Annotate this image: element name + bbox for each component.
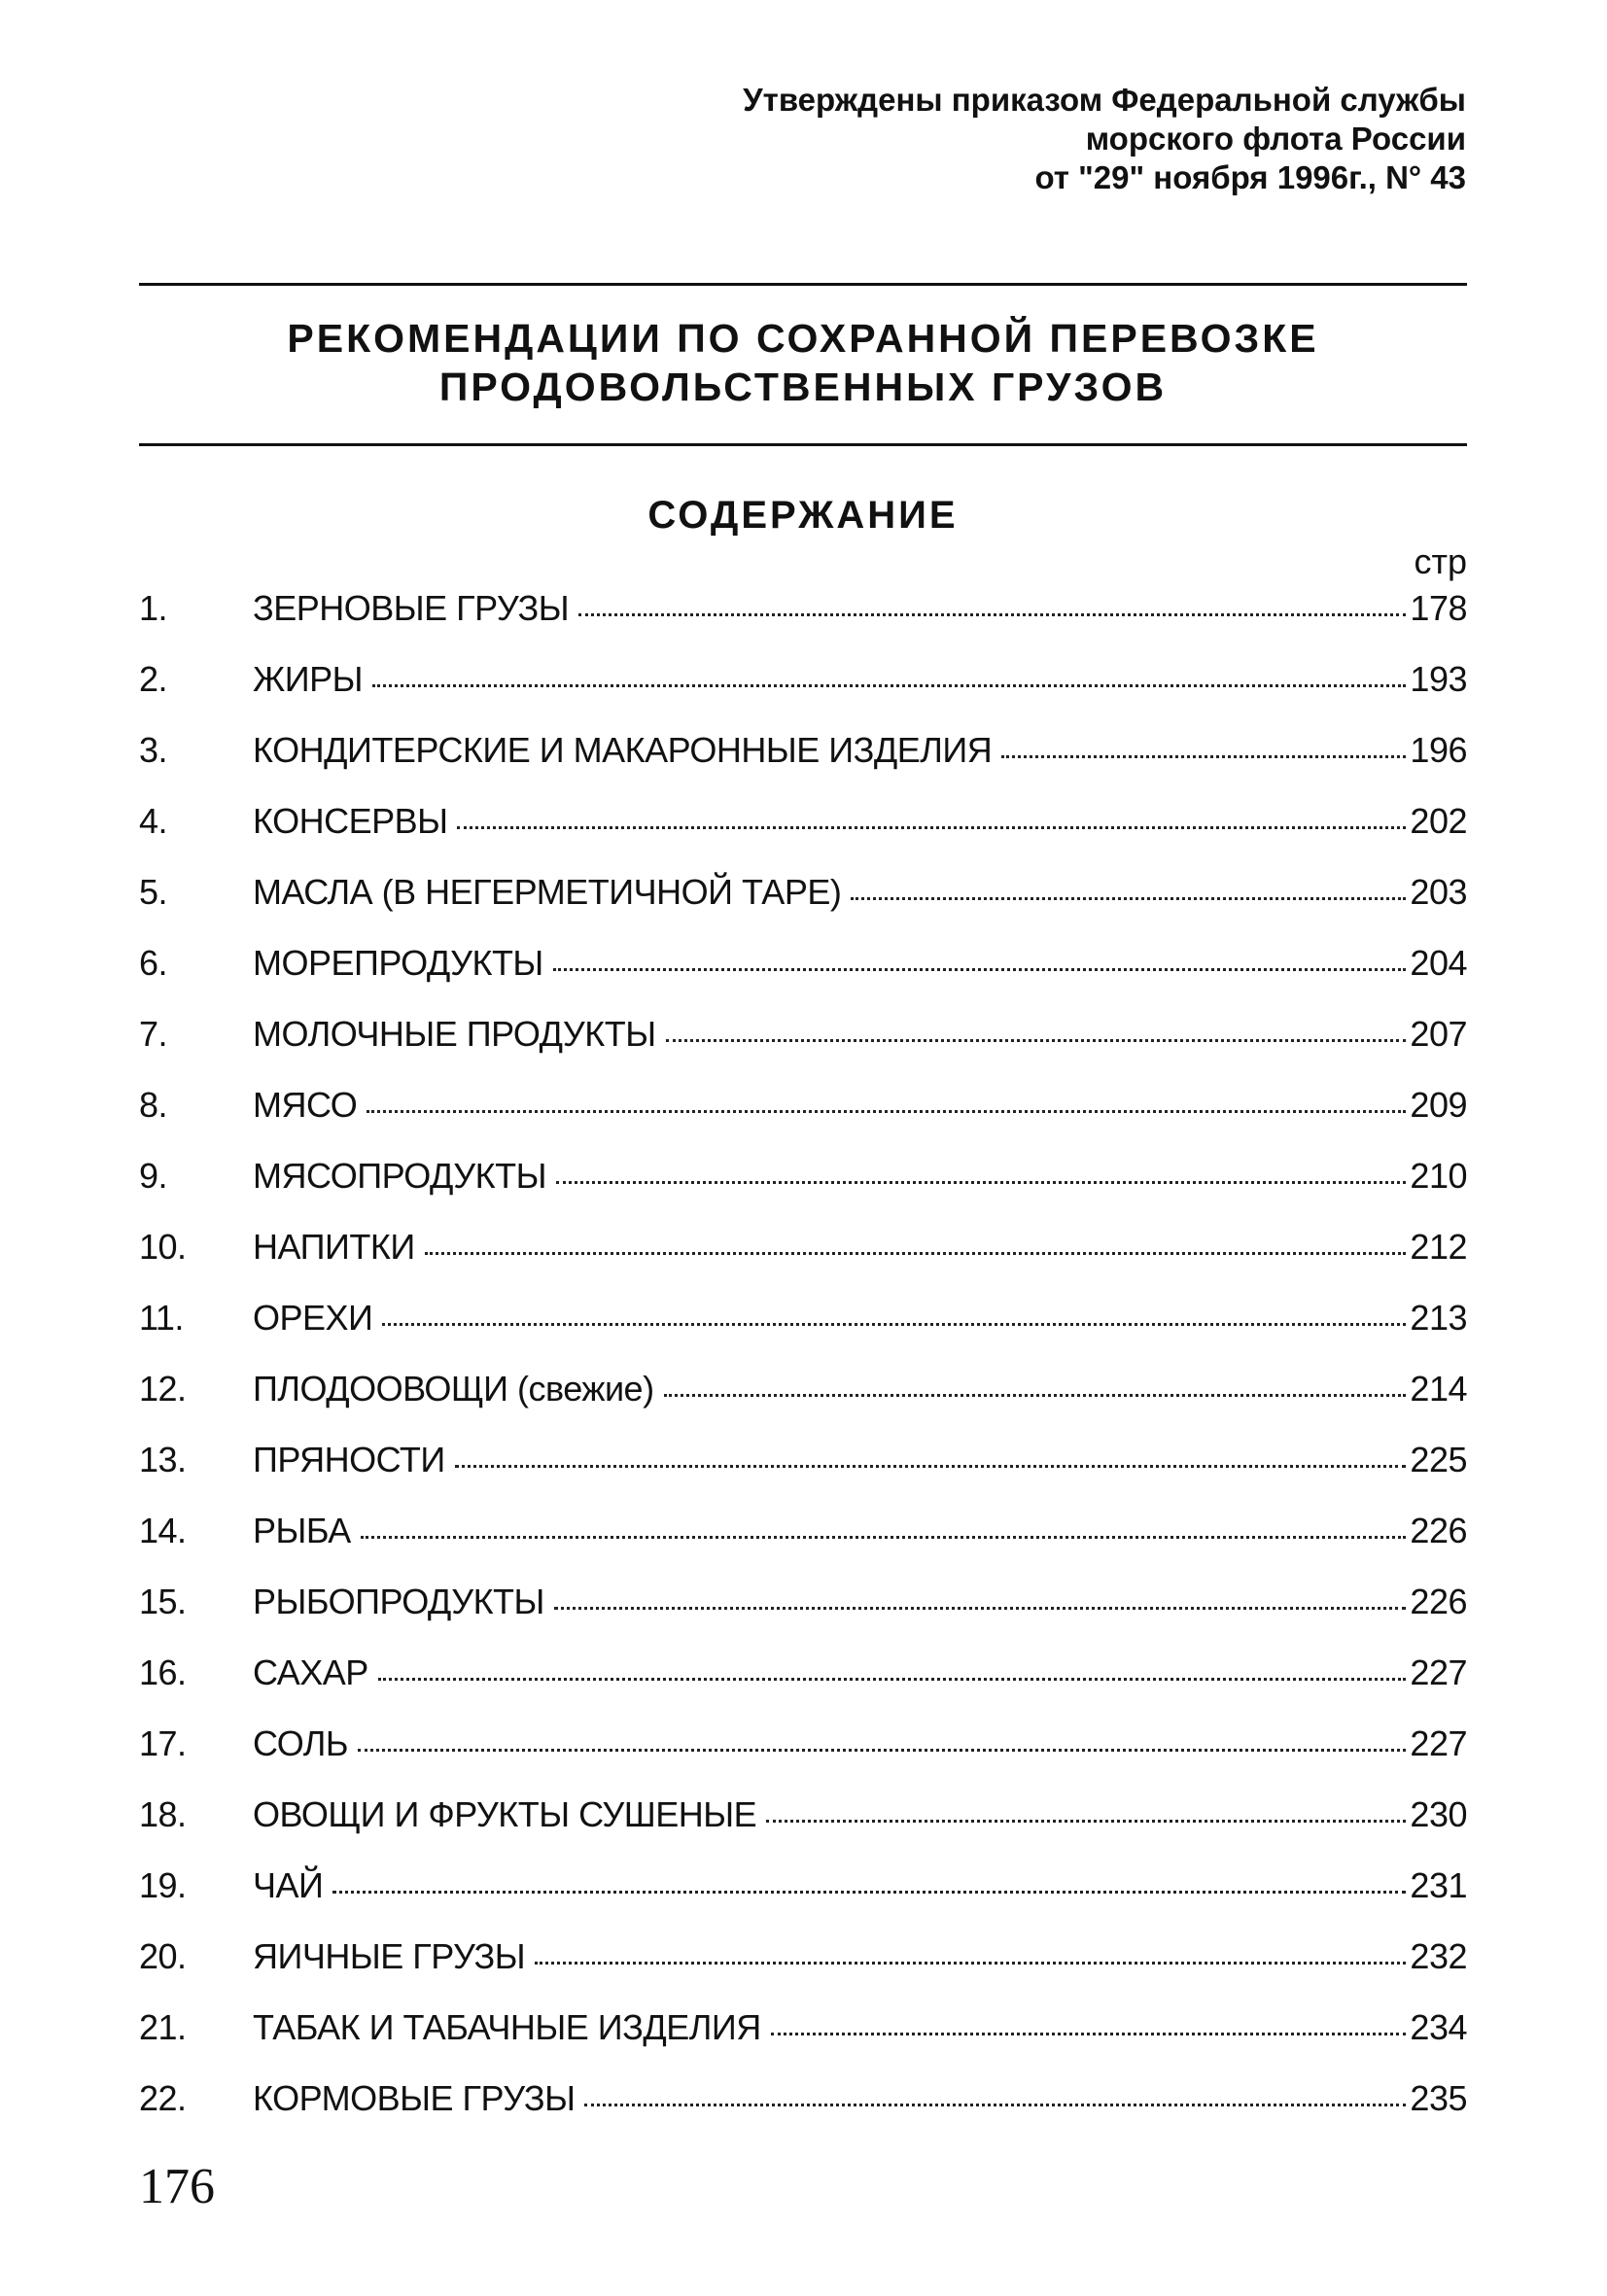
toc-dot-leader: [584, 2104, 1406, 2106]
toc-entry[interactable]: [139, 1652, 1467, 1722]
toc-entry-title: РЫБА: [253, 1511, 351, 1550]
toc-entry-number: 12.: [139, 1369, 187, 1409]
toc-entry-page: 204: [1410, 943, 1467, 983]
toc-entry[interactable]: [139, 1581, 1467, 1652]
toc-dot-leader: [553, 968, 1407, 971]
document-title-line-2: ПРОДОВОЛЬСТВЕННЫХ ГРУЗОВ: [438, 365, 1168, 409]
toc-entry-page: 209: [1410, 1085, 1467, 1125]
toc-entry-number: 21.: [139, 2007, 187, 2047]
toc-entry[interactable]: [139, 1722, 1467, 1793]
toc-entry-page: 212: [1410, 1227, 1467, 1267]
toc-entry-number: 11.: [139, 1298, 184, 1338]
toc-entry-number: 8.: [139, 1085, 168, 1125]
toc-dot-leader: [771, 2033, 1407, 2035]
toc-entry-title: РЫБОПРОДУКТЫ: [253, 1582, 544, 1621]
toc-dot-leader: [556, 1181, 1406, 1184]
toc-entry-number: 22.: [139, 2078, 187, 2118]
toc-dot-leader: [457, 826, 1406, 829]
toc-entry-page: 234: [1410, 2007, 1467, 2047]
toc-entry[interactable]: [139, 587, 1467, 658]
toc-entry-number: 14.: [139, 1511, 187, 1550]
toc-entry-title: ОВОЩИ И ФРУКТЫ СУШЕНЫЕ: [253, 1794, 757, 1834]
toc-entry[interactable]: [139, 1013, 1467, 1084]
toc-entry-page: 235: [1410, 2078, 1467, 2118]
toc-entry[interactable]: [139, 729, 1467, 800]
toc-dot-leader: [1001, 755, 1406, 758]
toc-entry[interactable]: [139, 871, 1467, 942]
toc-entry-page: 207: [1410, 1014, 1467, 1054]
toc-entry[interactable]: [139, 1439, 1467, 1510]
page-number: 176: [139, 2159, 215, 2214]
toc-entry-number: 3.: [139, 730, 168, 770]
toc-entry[interactable]: [139, 2006, 1467, 2077]
document-title: [139, 314, 1467, 411]
toc-entry-page: 213: [1410, 1298, 1467, 1338]
toc-entry-page: 230: [1410, 1794, 1467, 1834]
toc-entry-title: МЯСОПРОДУКТЫ: [253, 1156, 546, 1196]
toc-entry-page: 232: [1410, 1936, 1467, 1976]
toc-entry-number: 1.: [139, 588, 168, 628]
toc-dot-leader: [361, 1536, 1407, 1539]
toc-entry-number: 16.: [139, 1652, 187, 1692]
toc-entry[interactable]: [139, 1864, 1467, 1935]
toc-entry-page: 202: [1410, 801, 1467, 841]
toc-entry-title: КОРМОВЫЕ ГРУЗЫ: [253, 2078, 576, 2118]
toc-entry-number: 17.: [139, 1723, 187, 1763]
toc-entry-title: ПРЯНОСТИ: [253, 1440, 445, 1479]
toc-entry-title: ЯИЧНЫЕ ГРУЗЫ: [253, 1936, 526, 1976]
toc-dot-leader: [455, 1465, 1407, 1468]
toc-entry-number: 6.: [139, 943, 168, 983]
table-of-contents: [139, 587, 1467, 2148]
toc-entry-page: 210: [1410, 1156, 1467, 1196]
toc-entry-page: 178: [1410, 588, 1467, 628]
approval-line-3: от "29" ноября 1996г., N° 43: [1034, 159, 1466, 195]
toc-entry-title: ПЛОДООВОЩИ (свежие): [253, 1369, 654, 1409]
approval-note: [591, 81, 1466, 197]
approval-line-1: Утверждены приказом Федеральной службы: [743, 82, 1466, 118]
toc-entry-title: МОЛОЧНЫЕ ПРОДУКТЫ: [253, 1014, 656, 1054]
toc-entry-page: 193: [1410, 659, 1467, 699]
title-top-rule: [139, 283, 1467, 286]
toc-entry-page: 196: [1410, 730, 1467, 770]
toc-entry-page: 227: [1410, 1652, 1467, 1692]
toc-entry-page: 203: [1410, 872, 1467, 912]
toc-entry[interactable]: [139, 1226, 1467, 1297]
toc-entry[interactable]: [139, 1510, 1467, 1581]
toc-entry-number: 15.: [139, 1582, 187, 1621]
toc-entry[interactable]: [139, 1297, 1467, 1368]
toc-entry-number: 4.: [139, 801, 168, 841]
toc-dot-leader: [664, 1394, 1407, 1397]
toc-dot-leader: [554, 1607, 1407, 1610]
toc-entry[interactable]: [139, 1368, 1467, 1439]
title-bottom-rule: [139, 443, 1467, 446]
toc-entry[interactable]: [139, 1155, 1467, 1226]
toc-entry-title: ЧАЙ: [253, 1865, 324, 1905]
toc-entry[interactable]: [139, 800, 1467, 871]
toc-entry-number: 19.: [139, 1865, 187, 1905]
toc-entry-title: КОНДИТЕРСКИЕ И МАКАРОННЫЕ ИЗДЕЛИЯ: [253, 730, 993, 770]
toc-dot-leader: [367, 1110, 1406, 1113]
toc-dot-leader: [382, 1323, 1406, 1326]
toc-entry-number: 5.: [139, 872, 168, 912]
toc-entry[interactable]: [139, 2077, 1467, 2148]
toc-entry-title: ЖИРЫ: [253, 659, 363, 699]
toc-dot-leader: [766, 1820, 1406, 1823]
toc-entry-page: 226: [1410, 1511, 1467, 1550]
toc-entry-title: МОРЕПРОДУКТЫ: [253, 943, 543, 983]
contents-heading: СОДЕРЖАНИЕ: [647, 494, 959, 537]
toc-entry-number: 9.: [139, 1156, 168, 1196]
toc-dot-leader: [358, 1749, 1406, 1752]
toc-entry[interactable]: [139, 1793, 1467, 1864]
toc-entry-number: 13.: [139, 1440, 187, 1479]
toc-entry-number: 18.: [139, 1794, 187, 1834]
toc-entry-title: САХАР: [253, 1652, 368, 1692]
toc-dot-leader: [535, 1962, 1406, 1965]
toc-dot-leader: [372, 684, 1406, 687]
toc-entry[interactable]: [139, 1084, 1467, 1155]
toc-dot-leader: [851, 897, 1406, 900]
toc-entry-title: МЯСО: [253, 1085, 358, 1125]
page-column-label: стр: [1414, 541, 1467, 581]
toc-entry[interactable]: [139, 1935, 1467, 2006]
toc-entry-page: 226: [1410, 1582, 1467, 1621]
toc-entry-title: ЗЕРНОВЫЕ ГРУЗЫ: [253, 588, 570, 628]
toc-entry-number: 20.: [139, 1936, 187, 1976]
document-title-line-1: РЕКОМЕНДАЦИИ ПО СОХРАННОЙ ПЕРЕВОЗКЕ: [287, 316, 1319, 361]
toc-dot-leader: [578, 613, 1406, 616]
toc-dot-leader: [378, 1678, 1407, 1681]
toc-entry-title: ТАБАК И ТАБАЧНЫЕ ИЗДЕЛИЯ: [253, 2007, 761, 2047]
toc-entry-page: 227: [1410, 1723, 1467, 1763]
toc-entry-title: КОНСЕРВЫ: [253, 801, 448, 841]
toc-entry-title: ОРЕХИ: [253, 1298, 373, 1338]
toc-entry-number: 7.: [139, 1014, 168, 1054]
toc-entry-title: СОЛЬ: [253, 1723, 349, 1763]
toc-entry-number: 10.: [139, 1227, 187, 1267]
toc-entry-title: МАСЛА (В НЕГЕРМЕТИЧНОЙ ТАРЕ): [253, 872, 842, 912]
toc-entry[interactable]: [139, 942, 1467, 1013]
toc-dot-leader: [332, 1891, 1406, 1894]
toc-entry-page: 225: [1410, 1440, 1467, 1479]
toc-entry[interactable]: [139, 658, 1467, 729]
toc-entry-page: 231: [1410, 1865, 1467, 1905]
toc-dot-leader: [666, 1039, 1407, 1042]
toc-entry-title: НАПИТКИ: [253, 1227, 415, 1267]
toc-entry-page: 214: [1410, 1369, 1467, 1409]
toc-dot-leader: [425, 1252, 1407, 1255]
approval-line-2: морского флота России: [1085, 121, 1466, 157]
toc-entry-number: 2.: [139, 659, 168, 699]
